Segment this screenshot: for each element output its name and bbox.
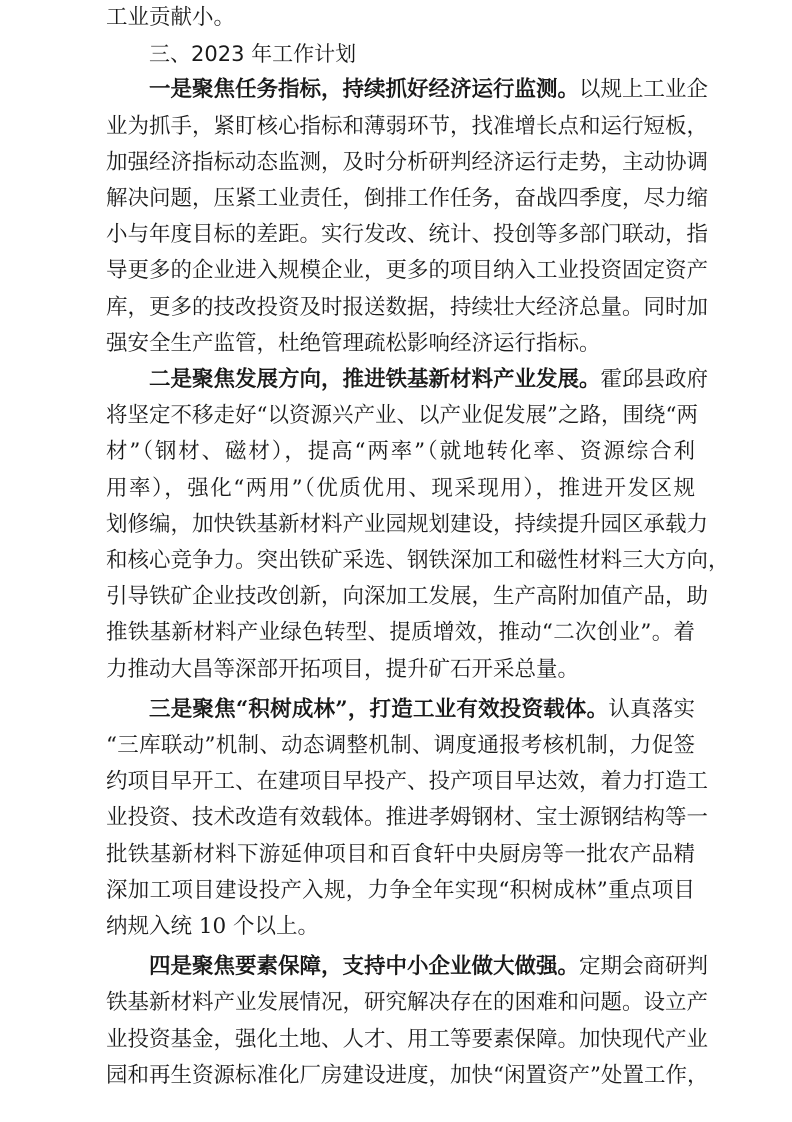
text-line: 加强经济指标动态监测，及时分析研判经济运行走势，主动协调 [106,149,709,175]
text-line: 业为抓手，紧盯核心指标和薄弱环节，找准增长点和运行短板， [106,113,709,139]
text-line: 引导铁矿企业技改创新，向深加工发展，生产高附加值产品，助 [106,584,709,610]
paragraph-2 [106,362,730,688]
text-line: 和核心竞争力。突出铁矿采选、钢铁深加工和磁性材料三大方向， [106,548,730,574]
text-line: “三库联动”机制、动态调整机制、调度通报考核机制，力促签 [106,733,695,759]
text-line [106,362,709,398]
text-line: 业投资、技术改造有效载体。推进孝姆钢材、宝士源钢结构等一 [106,805,709,831]
text-line: 用率），强化“两用”（优质优用、现采现用），推进开发区规 [106,475,695,501]
paragraph-4 [106,949,709,1094]
text-line: 小与年度目标的差距。实行发改、统计、投创等多部门联动，指 [106,222,709,248]
text-line: 园和再生资源标准化厂房建设进度，加快“闲置资产”处置工作， [106,1062,709,1088]
text-line [106,949,709,985]
text-line: 解决问题，压紧工业责任，倒排工作任务，奋战四季度，尽力缩 [106,186,709,212]
text-span: 认真落实 [608,696,695,722]
text-span: 定期会商研判 [579,954,709,980]
text-line: 推铁基新材料产业绿色转型、提质增效，推动“二次创业”。着 [106,620,695,646]
text-line: 工业贡献小。 [106,5,236,30]
paragraph-1 [106,72,709,362]
text-line: 力推动大昌等深部开拓项目，提升矿石开采总量。 [106,656,580,682]
text-line: 库，更多的技改投资及时报送数据，持续壮大经济总量。同时加 [106,294,709,320]
text-line: 将坚定不移走好“以资源兴产业、以产业促发展”之路，围绕“两 [106,403,698,429]
text-line: 铁基新材料产业发展情况，研究解决存在的困难和问题。设立产 [106,990,709,1016]
paragraph-lead: 三是聚焦“积树成林”，打造工业有效投资载体。 [149,696,609,722]
paragraph-lead: 二是聚焦发展方向，推进铁基新材料产业发展。 [149,367,601,393]
paragraph-3 [106,692,709,945]
text-line: 强安全生产监管，杜绝管理疏松影响经济运行指标。 [106,330,601,356]
text-line [106,72,709,108]
text-line: 划修编，加快铁基新材料产业园规划建设，持续提升园区承载力 [106,511,709,537]
text-line: 约项目早开工、在建项目早投产、投产项目早达效，着力打造工 [106,769,709,795]
text-line: 纳规入统 10 个以上。 [106,914,320,940]
text-line: 业投资基金，强化土地、人才、用工等要素保障。加快现代产业 [106,1026,709,1052]
text-line [106,692,695,728]
paragraph-lead: 四是聚焦要素保障，支持中小企业做大做强。 [149,954,580,980]
document-page [106,0,730,1094]
text-line: 批铁基新材料下游延伸项目和百食轩中央厨房等一批农产品精 [106,841,695,867]
text-line: 深加工项目建设投产入规，力争全年实现“积树成林”重点项目 [106,877,695,903]
text-span: 以规上工业企 [579,77,709,103]
text-line: 导更多的企业进入规模企业，更多的项目纳入工业投资固定资产 [106,258,709,284]
text-span: 霍邱县政府 [600,367,709,393]
section-heading: 三、2023 年工作计划 [149,42,357,67]
text-line: 材”（钢材、磁材），提高“两率”（就地转化率、资源综合利 [106,439,695,465]
paragraph-lead: 一是聚焦任务指标，持续抓好经济运行监测。 [149,77,580,103]
